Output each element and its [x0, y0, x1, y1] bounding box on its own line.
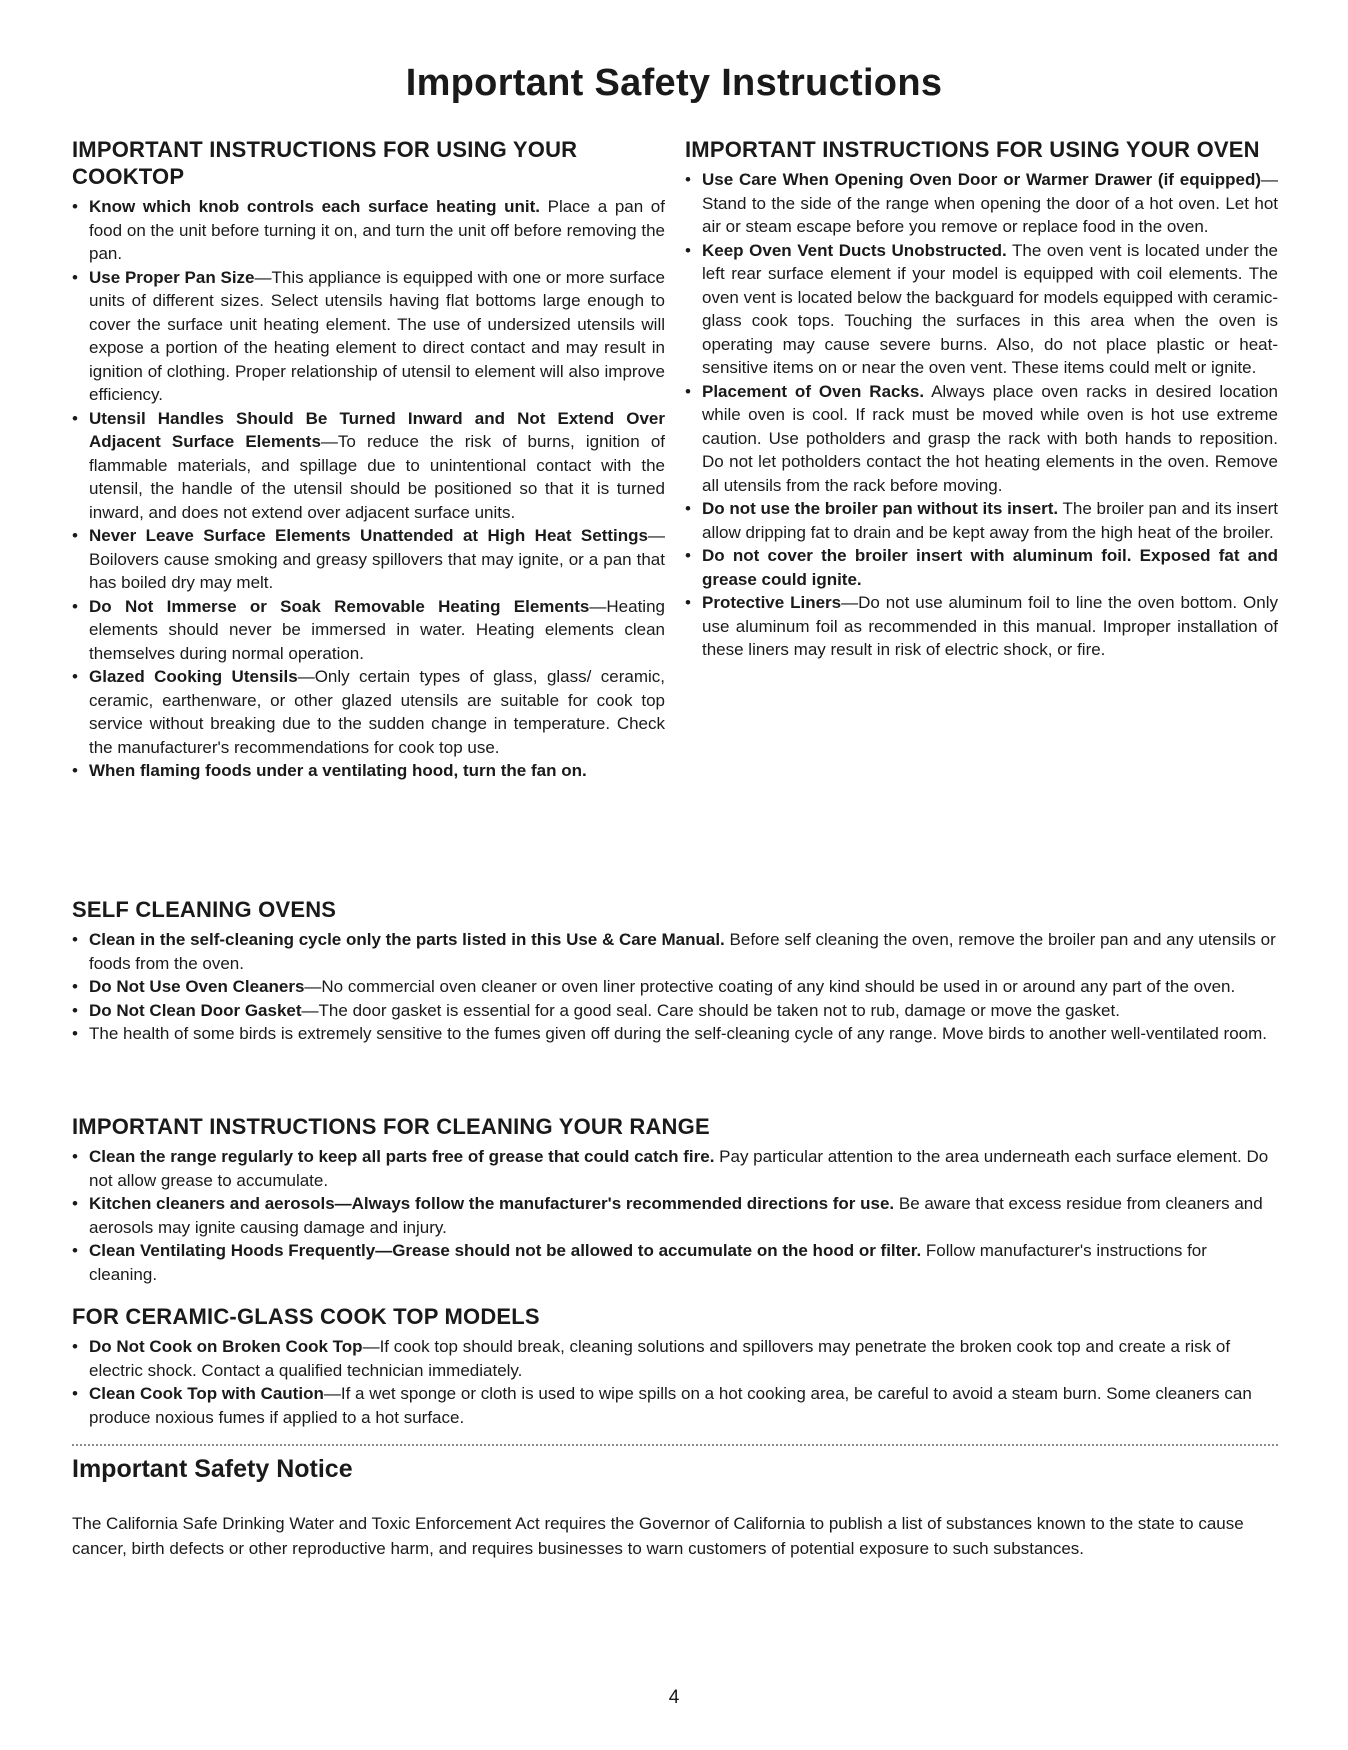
- cleaning-range-list: [72, 1145, 1278, 1286]
- cleaning-range-section: [72, 1113, 1278, 1286]
- item-text: —If cook top should break, cleaning solutions and spillovers may penetrate the broken cook top and create a risk of electric shock. Contact a qualified technician immediately.: [89, 1337, 1231, 1380]
- item-text: Pay particular attention to the area underneath each surface element. Do not allow grease to accumulate.: [89, 1147, 1269, 1190]
- item-lead: Do Not Immerse or Soak Removable Heating Elements: [89, 596, 590, 616]
- bullet-icon: •: [72, 526, 78, 545]
- divider: [72, 1444, 1278, 1446]
- list-item: [685, 591, 1278, 662]
- list-item: [685, 239, 1278, 380]
- self-cleaning-heading: SELF CLEANING OVENS: [72, 897, 337, 922]
- oven-list: [685, 168, 1278, 662]
- item-lead: Do not use the broiler pan without its insert.: [702, 499, 1059, 518]
- list-item: [685, 497, 1278, 544]
- page-title: Important Safety Instructions: [405, 62, 943, 104]
- item-lead: Keep Oven Vent Ducts Unobstructed.: [702, 240, 1007, 260]
- item-text: Always place oven racks in desired location while oven is cool. If rack must be moved while oven is hot use extreme caution. Use potholders and grasp the rack with both hands to reposition. Do not let potholders contact the hot heating elements in the oven. Remove all utensils from the rack before moving.: [702, 381, 1278, 495]
- item-lead: Use Care When Opening Oven Door or Warmer Drawer (if equipped): [702, 170, 1261, 189]
- item-text: —Stand to the side of the range when opening the door of a hot oven. Let hot air or steam escape before you remove or replace food in the oven.: [702, 170, 1278, 236]
- item-text: Be aware that excess residue from cleaners and aerosols may ignite causing damage and injury.: [89, 1194, 1263, 1237]
- item-text: —If a wet sponge or cloth is used to wipe spills on a hot cooking area, be careful to avoid a steam burn. Some cleaners can produce noxious fumes if applied to a hot surface.: [89, 1384, 1252, 1427]
- list-item: [685, 544, 1278, 591]
- item-text: —This appliance is equipped with one or more surface units of different sizes. Select utensils having flat bottoms large enough to cover the surface unit heating element. The use of undersized utensils will expose a portion of the heating element to direct contact and may result in ignition of clothing. Proper relationship of utensil to element will also improve efficiency.: [89, 267, 666, 404]
- item-text: Place a pan of food on the unit before turning it on, and turn the unit off before removing the pan.: [89, 197, 665, 263]
- item-lead: Do not cover the broiler insert with aluminum foil. Exposed fat and grease could ignite.: [702, 546, 1278, 589]
- self-cleaning-list: [72, 928, 1278, 1046]
- list-item: [72, 1022, 1278, 1046]
- list-item: [72, 595, 665, 666]
- bullet-icon: •: [72, 1384, 78, 1403]
- item-text: —Heating elements should never be immersed in water. Heating elements clean themselves during normal operation.: [89, 596, 665, 663]
- item-lead: Clean Ventilating Hoods Frequently—Grease should not be allowed to accumulate on the hood or filter.: [89, 1241, 922, 1260]
- list-item: [72, 928, 1278, 975]
- item-text: —No commercial oven cleaner or oven liner protective coating of any kind should be used in or around any part of the oven.: [304, 977, 1236, 996]
- item-lead: Clean Cook Top with Caution: [89, 1384, 324, 1403]
- item-lead: Glazed Cooking Utensils: [89, 667, 298, 686]
- list-item: [685, 380, 1278, 498]
- bullet-icon: •: [72, 1241, 78, 1260]
- list-item: [72, 1239, 1278, 1286]
- item-lead: Do Not Clean Door Gasket: [89, 1000, 302, 1020]
- item-text: The oven vent is located under the left rear surface element if your model is equipped with coil elements. The oven vent is located below the backguard for models equipped with ceramic-glass cook tops. Touching the surfaces in this area when the oven is operating may cause severe burns. Also, do not place plastic or heat-sensitive items on or near the oven vent. These items could melt or ignite.: [702, 240, 1278, 377]
- bullet-icon: •: [72, 197, 78, 216]
- item-text: —Only certain types of glass, glass/ ceramic, ceramic, earthenware, or other glazed utensils are suitable for cook top service without breaking due to the sudden change in temperature. Check the manufacturer's recommendations for cook top use.: [89, 667, 665, 757]
- item-lead: When flaming foods under a ventilating hood, turn the fan on.: [89, 761, 587, 780]
- cleaning-range-heading: IMPORTANT INSTRUCTIONS FOR CLEANING YOUR RANGE: [72, 1114, 710, 1139]
- bullet-icon: •: [72, 930, 78, 949]
- bullet-icon: •: [685, 170, 691, 189]
- list-item: [72, 195, 665, 266]
- item-text: —Do not use aluminum foil to line the oven bottom. Only use aluminum foil as recommended in this manual. Improper installation of these liners may result in risk of electric shock, or fire.: [702, 593, 1278, 659]
- bullet-icon: •: [685, 240, 691, 260]
- item-lead: Placement of Oven Racks.: [702, 381, 925, 401]
- bullet-icon: •: [72, 1147, 78, 1166]
- item-lead: Clean the range regularly to keep all parts free of grease that could catch fire.: [89, 1147, 715, 1166]
- bullet-icon: •: [72, 1194, 78, 1213]
- ceramic-glass-section: [72, 1303, 1278, 1429]
- list-item: [72, 266, 665, 407]
- list-item: [72, 999, 1278, 1023]
- self-cleaning-section: [72, 896, 1278, 1046]
- item-text: Before self cleaning the oven, remove the broiler pan and any utensils or foods from the oven.: [89, 930, 1276, 973]
- item-lead: Protective Liners: [702, 593, 842, 612]
- item-text: —To reduce the risk of burns, ignition of flammable materials, and spillage due to unintentional contact with the utensil, the handle of the utensil should be positioned so that it is turned inward, and does not extend over adjacent surface units.: [89, 432, 665, 522]
- item-text: The broiler pan and its insert allow dripping fat to drain and be kept away from the high heat of the broiler.: [702, 499, 1278, 542]
- bullet-icon: •: [72, 1024, 78, 1043]
- item-lead: Never Leave Surface Elements Unattended at High Heat Settings: [89, 526, 648, 545]
- list-item: [72, 1192, 1278, 1239]
- item-lead: Do Not Use Oven Cleaners: [89, 977, 305, 996]
- bullet-icon: •: [72, 667, 78, 686]
- bullet-icon: •: [72, 267, 78, 287]
- notice-body: The California Safe Drinking Water and Toxic Enforcement Act requires the Governor of California to publish a list of substances known to the state to cause cancer, birth defects or other reproductive harm, and requires businesses to warn customers of potential exposure to such substances.: [72, 1514, 1244, 1558]
- list-item: [72, 524, 665, 595]
- oven-heading: IMPORTANT INSTRUCTIONS FOR USING YOUR OVEN: [685, 137, 1260, 162]
- list-item: [72, 407, 665, 525]
- bullet-icon: •: [685, 593, 691, 612]
- bullet-icon: •: [72, 761, 78, 780]
- cooktop-list: [72, 195, 665, 783]
- item-text: The health of some birds is extremely sensitive to the fumes given off during the self-cleaning cycle of any range. Move birds to another well-ventilated room.: [89, 1024, 1268, 1043]
- list-item: [685, 168, 1278, 239]
- item-text: —The door gasket is essential for a good seal. Care should be taken not to rub, damage or move the gasket.: [301, 1000, 1120, 1020]
- cooktop-section: [72, 136, 665, 783]
- page-number: 4: [668, 1687, 680, 1708]
- item-lead: Use Proper Pan Size: [89, 267, 255, 287]
- item-lead: Kitchen cleaners and aerosols—Always follow the manufacturer's recommended directions for use.: [89, 1194, 895, 1213]
- item-lead: Know which knob controls each surface heating unit.: [89, 197, 540, 216]
- ceramic-glass-list: [72, 1335, 1278, 1429]
- notice-heading: Important Safety Notice: [72, 1455, 353, 1483]
- bullet-icon: •: [72, 1000, 78, 1020]
- bullet-icon: •: [72, 977, 78, 996]
- list-item: [72, 665, 665, 759]
- item-text: Follow manufacturer's instructions for cleaning.: [89, 1241, 1207, 1284]
- cooktop-heading: IMPORTANT INSTRUCTIONS FOR USING YOUR COOKTOP: [72, 137, 578, 189]
- item-lead: Clean in the self-cleaning cycle only the parts listed in this Use & Care Manual.: [89, 930, 725, 949]
- list-item: [72, 975, 1278, 999]
- bullet-icon: •: [72, 1337, 78, 1356]
- ceramic-glass-heading: FOR CERAMIC-GLASS COOK TOP MODELS: [72, 1304, 540, 1329]
- bullet-icon: •: [685, 381, 691, 401]
- item-lead: Utensil Handles Should Be Turned Inward and Not Extend Over Adjacent Surface Elements: [89, 408, 665, 451]
- list-item: [72, 1335, 1278, 1382]
- oven-section: [685, 136, 1278, 662]
- item-text: —Boilovers cause smoking and greasy spillovers that may ignite, or a pan that has boiled dry may melt.: [89, 526, 665, 592]
- bullet-icon: •: [72, 408, 78, 428]
- list-item: [72, 1382, 1278, 1429]
- bullet-icon: •: [685, 499, 691, 518]
- bullet-icon: •: [685, 546, 691, 565]
- list-item: [72, 759, 665, 783]
- item-lead: Do Not Cook on Broken Cook Top: [89, 1337, 363, 1356]
- list-item: [72, 1145, 1278, 1192]
- bullet-icon: •: [72, 596, 78, 616]
